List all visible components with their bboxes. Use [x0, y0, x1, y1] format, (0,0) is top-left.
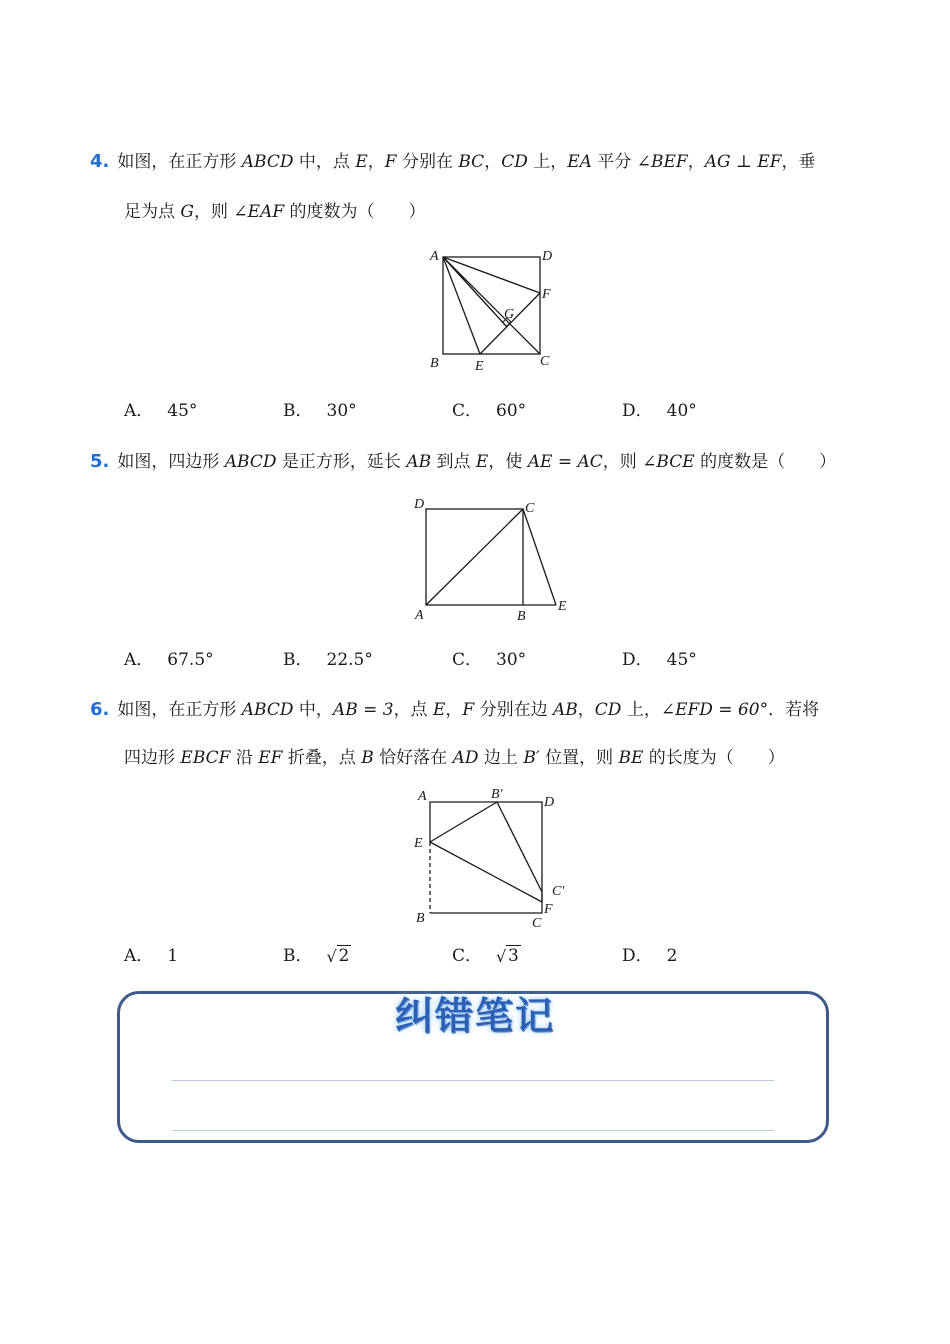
note-writing-line[interactable]: [172, 1130, 774, 1131]
question-6-option-c[interactable]: C． √ 3: [452, 946, 519, 966]
label-d: D: [414, 497, 425, 512]
square-diagram-6: [408, 782, 578, 932]
question-5-option-a[interactable]: A． 67.5°: [124, 650, 214, 670]
question-6-option-d[interactable]: D． 2: [622, 946, 678, 966]
label-d: D: [544, 795, 555, 810]
question-number: 4.: [90, 151, 110, 172]
label-c-prime: C′: [552, 884, 565, 899]
correction-notes-title: 纠错笔记: [394, 994, 555, 1038]
question-5-option-b[interactable]: B． 22.5°: [283, 650, 373, 670]
question-5-option-d[interactable]: D． 45°: [622, 650, 697, 670]
label-f: F: [544, 902, 553, 917]
label-e: E: [475, 359, 484, 374]
question-4-option-a[interactable]: A． 45°: [124, 401, 198, 421]
label-b: B: [517, 609, 526, 624]
question-6-figure: [408, 782, 578, 936]
square-root-2: √ 2: [326, 946, 350, 966]
square-diagram-4: [420, 240, 560, 376]
question-6-option-b[interactable]: B． √ 2: [283, 946, 350, 966]
question-number: 5.: [90, 451, 110, 472]
label-f: F: [542, 287, 551, 302]
label-a: A: [430, 249, 439, 264]
label-c: C: [525, 501, 535, 516]
label-c: C: [540, 354, 550, 369]
question-6-option-a[interactable]: A． 1: [124, 946, 179, 966]
question-6-line-1: 6. 如图，在正方形 ABCD 中，AB = 3，点 E，F 分别在边 AB，CD 上，∠EFD = 60°．若将: [90, 699, 820, 720]
note-writing-line[interactable]: [172, 1080, 774, 1081]
question-4-option-c[interactable]: C． 60°: [452, 401, 527, 421]
question-4-figure: [420, 240, 560, 380]
label-b: B: [416, 911, 425, 926]
square-root-3: √ 3: [496, 946, 519, 966]
label-d: D: [542, 249, 553, 264]
question-4-option-d[interactable]: D． 40°: [622, 401, 697, 421]
question-4-line-2: 足为点 G，则 ∠EAF 的度数为（ ）: [124, 202, 426, 222]
label-c: C: [532, 916, 542, 931]
square-diagram-5: [408, 492, 578, 624]
label-g: G: [504, 307, 515, 322]
label-b: B: [430, 356, 439, 371]
question-5-figure: [408, 492, 578, 628]
label-a: A: [418, 789, 427, 804]
label-e: E: [414, 836, 423, 851]
question-6-line-2: 四边形 EBCF 沿 EF 折叠，点 B 恰好落在 AD 边上 B′ 位置，则 BE 的长度为（ ）: [124, 748, 785, 768]
question-4-option-b[interactable]: B． 30°: [283, 401, 357, 421]
question-5-option-c[interactable]: C． 30°: [452, 650, 527, 670]
label-b-prime: B′: [491, 787, 503, 802]
question-5-line-1: 5. 如图，四边形 ABCD 是正方形，延长 AB 到点 E，使 AE = AC，则 ∠BCE 的度数是（ ）: [90, 451, 837, 472]
label-e: E: [558, 599, 567, 614]
question-number: 6.: [90, 699, 110, 720]
label-a: A: [415, 608, 424, 623]
question-4-line-1: 4. 如图，在正方形 ABCD 中，点 E，F 分别在 BC，CD 上，EA 平分 ∠BEF，AG ⊥ EF，垂: [90, 151, 816, 172]
